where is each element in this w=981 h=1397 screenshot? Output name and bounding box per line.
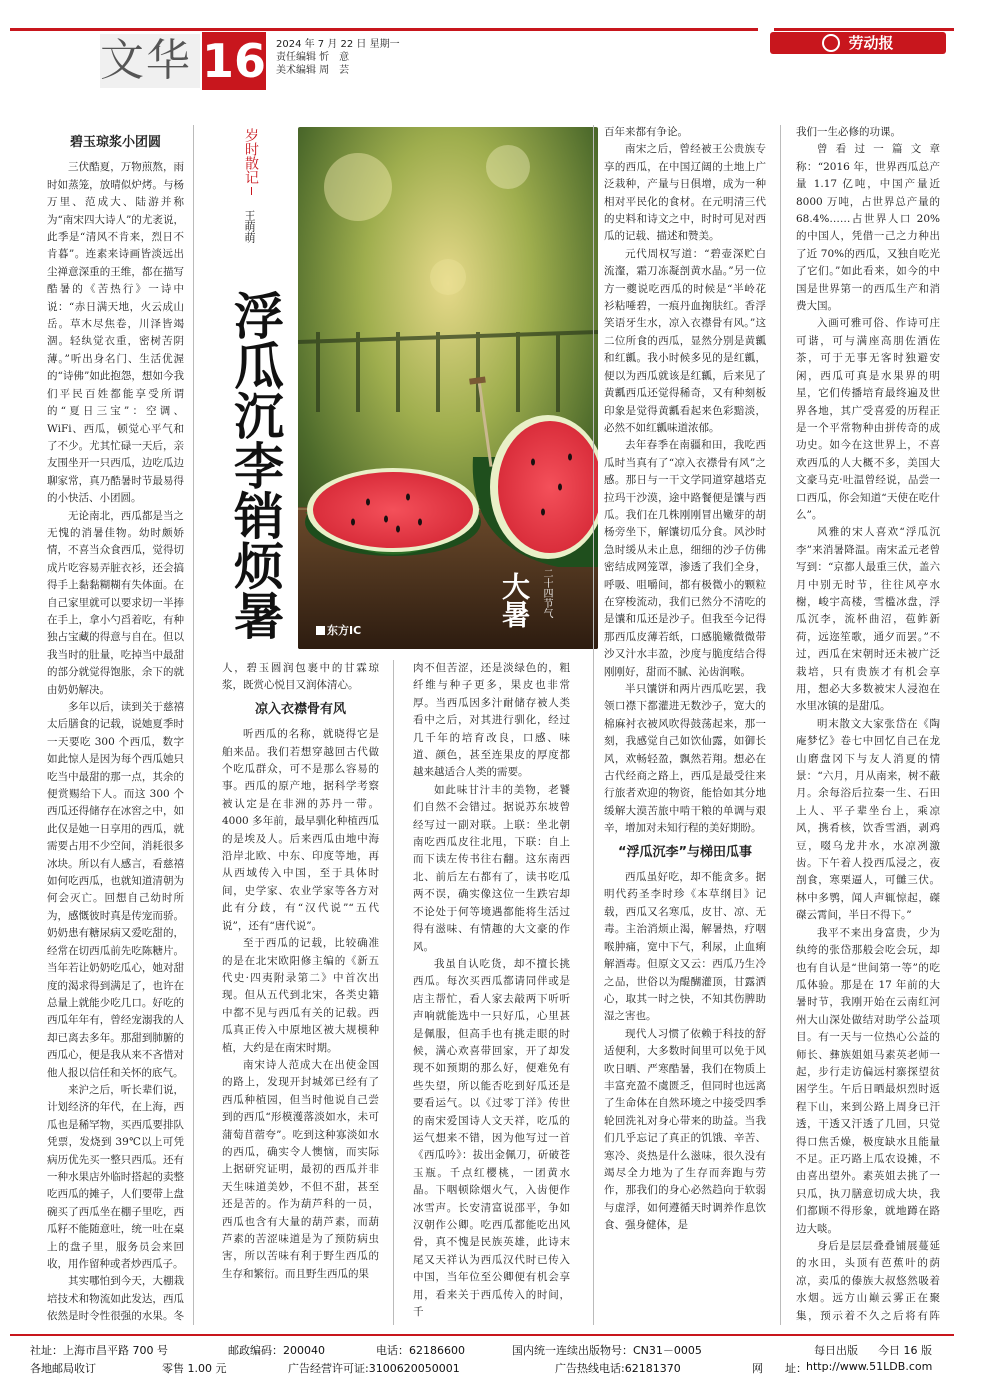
paragraph: 百年来都有争论。 xyxy=(604,126,688,138)
column-1 xyxy=(47,128,184,1324)
subheading-2: 凉入衣襟骨有风 xyxy=(254,701,346,717)
footer-pages: 今日 16 版 xyxy=(878,1344,932,1357)
paragraph: 现代人习惯了依赖于科技的舒适便利，大多数时间里可以免于风吹日晒、严寒酷暑，我们在物质上丰富充盈不虞匮乏，但同时也远离了生命体在自然环境之中接受四季轮回洗礼对身心带来的助益。当我们几乎忘记了真正的饥饿、辛苦、寒冷、炎热是什么滋味，很久没有竭尽全力地为了生存而奔跑与劳作，那我们的身心必然趋向于软弱与虚浮，如何遵循天时调养作息饮食、强身健体，是 xyxy=(604,1027,766,1232)
header-rule-right xyxy=(774,28,954,31)
paragraph: 曾看过一篇文章称：“2016 年，世界西瓜总产量 1.17 亿吨，中国产量近 8000 万吨，占世界总产量的 68.4%……占世界人口 20%的中国人，凭借一己之力种出了近 70%的西瓜，又独自吃光了它们。”如此看来，如今的中国是世界第一的西瓜生产和消费大国。 xyxy=(796,143,940,313)
issue-date: 2024 年 7 月 22 日 星期一 xyxy=(276,39,400,50)
footer-license: 广告经营许可证:3100620050001 xyxy=(288,1362,460,1375)
paragraph: 元代周权写道：“碧壶深贮白流瀣，霜刀冻凝剖黄水晶。”另一位方一夔说吃西瓜的时候是“半岭花衫粘唾碧，一痕丹血掬肤红。香浮笑语牙生水，凉入衣襟骨有风。”这二位所食的西瓜，显然分别是黄瓤和红瓤。我小时候多见的是红瓤，便以为西瓜就该是红瓤，后来见了黄瓤西瓜还觉得稀奇，又有种刻板印象是觉得黄瓤看起来色彩黯淡，必然不如红瓤味道浓郁。 xyxy=(604,247,766,434)
paragraph: 风雅的宋人喜欢“浮瓜沉李”来消暑降温。南宋孟元老曾写到：“京都人最重三伏，盖六月中别无时节，往往风亭水榭，峻宇高楼，雪槛冰盘，浮瓜沉李，流杯曲沼，苞鲊新荷，远迩笙歌，通夕而罢。”不过，西瓜在宋朝时还未被广泛栽培，只有贵族才有机会享用，想必大多数被宋人浸泡在水里冰镇的是甜瓜。 xyxy=(796,526,940,713)
column-divider xyxy=(193,125,194,1325)
watermelon-illustration xyxy=(298,127,598,649)
paragraph: 多年以后，读到关于慈禧太后膳食的记载，说她夏季时一天要吃 300 个西瓜，数字如此惊人是因为每个西瓜她只吃当中最甜的那一点，其余的便赏赐给下人。而这 300 个西瓜还得储存在冰窖之中，如此仅是她一日享用的西瓜，就需要占用不少空间，消耗很多冰块。所以有人感言，看慈禧如何吃西瓜，也就知道清朝为何会灭亡。回想自己幼时所为，感慨彼时真是传宠而骄。奶奶患有糖尿病又爱吃甜的，经常在切西瓜前先吃陈糖片。当年若让奶奶吃瓜心，她对甜度的渴求得到满足了，也许在总量上就能少吃几口。好吃的西瓜年年有，曾经宠溺我的人却已离去多年。那甜到肺腑的西瓜心，便是我从来不吝惜对他人报以信任和关怀的底气。 xyxy=(47,701,184,1079)
paragraph: 至于西瓜的记载，比较确准的是在北宋欧阳修主编的《新五代史·四夷附录第二》中首次出现。但从五代到北宋，各类史籍中都不见与西瓜有关的记载。西瓜真正传入中原地区被大规模种植，大约是在南宋时期。 xyxy=(222,937,379,1054)
paragraph: 人，碧玉圆润包裹中的甘霖琼浆，既赏心悦目又润体清心。 xyxy=(222,662,379,692)
footer-phone: 电话：62186600 xyxy=(376,1344,465,1357)
footer-subscribe: 各地邮局收订 xyxy=(30,1362,96,1375)
art-editor: 美术编辑 周 芸 xyxy=(276,65,350,76)
paragraph: 明末散文大家张岱在《陶庵梦忆》卷七中回忆自己在龙山磨盘冈下与友人消夏的情景：“六月，月从南来，树不蔽月。余每浴后拉秦一生、石田上人、平子辈坐台上，乘凉风，携肴核，饮香雪酒，剥鸡豆，啜乌龙井水，水凉冽激齿。下午着人投西瓜浸之，夜剖食，寒栗逼人，可雠三伏。林中多鹗，闻人声辄惊起，磔磔云霄间，半日不得下。” xyxy=(796,717,940,922)
paragraph: 无论南北，西瓜都是当之无愧的消暑佳物。幼时颇娇情，不喜当众食西瓜，觉得切成片吃容易弄脏衣衫，还会搞得手上黏黏糊糊有失体面。在自己家里就可以要求切一半捧在手上，拿小勺舀着吃，有种独占宝藏的得意与自在。但以我当时的肚量，吃掉当中最甜的部分就觉得饱胀，余下的就由奶奶解决。 xyxy=(47,509,184,696)
footer-website-label: 网 址： xyxy=(752,1362,807,1375)
column-kicker xyxy=(240,128,262,198)
paragraph: 来沪之后，听长辈们说，计划经济的年代，在上海，西瓜也是稀罕物，买西瓜要排队凭票，发烧到 39℃以上可凭病历优先买一整只西瓜。还有一种水果店外临时搭起的卖整吃西瓜的摊子，人们要带上盘碗买了西瓜坐在棚子里吃，西瓜籽不能随意吐，统一吐在桌上的盘子里，服务员会来回收，用作留种或者炒西瓜子。 xyxy=(47,1083,184,1270)
footer-address: 社址：上海市昌平路 700 号 xyxy=(30,1344,168,1357)
watermelon-photo xyxy=(298,127,598,649)
author-name: 王萌萌 xyxy=(243,210,256,243)
paragraph: 南宋之后，曾经被王公贵族专享的西瓜，在中国辽阔的土地上广泛栽种，产量与日俱增，成为一种相对平民化的食材。在元明清三代的史料和诗文之中，时时可见对西瓜的记载、描述和赞美。 xyxy=(604,143,766,243)
photo-credit xyxy=(316,622,361,638)
column-divider xyxy=(393,660,394,1325)
paragraph: 身后是层层叠叠铺展蔓延的水田，头顶有芭蕉叶的荫凉，卖瓜的傣族大叔悠然吸着水烟。远方山巅云雾正在聚集，预示着不久之后将有阵 xyxy=(796,1240,940,1322)
footer-rule xyxy=(10,1334,954,1336)
paragraph: 三伏酷夏，万物煎熬，雨时如蒸笼，放晴似炉烤。与杨万里、范成大、陆游并称为“南宋四大诗人”的尤袤说，此季是“清风不肯来，烈日不肯暮”。连素来诗画皆淡远出尘禅意深重的王维，都在描写酷暑的《苦热行》一诗中说：“赤日满天地，火云成山岳。草木尽焦卷，川泽皆竭涸。轻纨觉衣重，密树苦阴薄。”听出身名门、生活优渥的“诗佛”如此抱怨，想如今我们平民百姓都能享受所谓的“夏日三宝”：空调、WiFi、西瓜，顿觉心平气和了不少。尤其忙碌一天后，亲友围坐开一只西瓜，边吃瓜边聊家常，真乃酷暑时节最易得的小快活、小团圆。 xyxy=(47,161,184,505)
footer-price: 零售 1.00 元 xyxy=(162,1362,227,1375)
kicker-divider xyxy=(251,187,252,195)
paragraph: 如此味甘汁丰的美物，老饕们自然不会错过。据说苏东坡曾经写过一副对联。上联：坐北朝南吃西瓜皮往北甩，下联：自上而下读左传书往右翻。这东南西北、前后左右都有了，读书吃瓜两不误，确实像这位一生跌宕却不论处于何等境遇都能将生活过得有滋味、有情趣的大文豪的作风。 xyxy=(413,783,570,953)
responsible-editor: 责任编辑 忻 意 xyxy=(276,52,350,63)
footer-website[interactable]: http://www.51LDB.com xyxy=(806,1360,933,1373)
paragraph: 其实哪怕到今天，大棚栽培技术和物流如此发达，西瓜依然是时令性很强的水果。冬 xyxy=(47,1275,184,1323)
logo-text: 劳动报 xyxy=(848,34,894,52)
paragraph: 去年春季在南疆和田，我吃西瓜时当真有了“凉入衣襟骨有风”之感。那日与一干文学同道穿越塔克拉玛干沙漠，途中路餐便是馕与西瓜。我们在几株刚刚冒出嫩芽的胡杨旁坐下，解馕切瓜分食。风沙时急时缓从未止息，细细的沙子仿佛密结成网笼罩，渗透了我们全身，呼吸、咀嚼间，都有极微小的颗粒在穿梭流动，我们已然分不清吃的是馕和瓜还是沙子。但我至今记得那西瓜皮薄若纸，口感脆嫩微微带沙又汁水丰盈，沙度与脆度结合得刚刚好，甜而不腻、沁齿润喉。 xyxy=(604,439,766,678)
column-5 xyxy=(796,124,940,1324)
photo-caption-dashu: 大暑 xyxy=(498,572,531,628)
paragraph: 入画可雅可俗、作诗可庄可谐，可与满座高朋佐酒佐茶，可于无事无客时独避安闲，西瓜可真是水果界的明星，它们传播培育最终遍及世界各地，其广受喜爱的历程正是一个平常物种由拼传奇的成功史。如今在这世界上，不喜欢西瓜的人大概不多，美国大文豪马克·吐温曾经说，品尝一口西瓜，你会知道“天使在吃什么”。 xyxy=(796,317,940,521)
footer-issn: 国内统一连续出版物号：CN31－0005 xyxy=(512,1344,702,1357)
newspaper-logo xyxy=(770,32,946,54)
credit-square-icon xyxy=(316,626,325,635)
masthead-meta xyxy=(276,38,400,77)
subheading-3: “浮瓜沉李”与梯田瓜事 xyxy=(617,844,753,860)
paragraph: 南宋诗人范成大在出使金国的路上，发现开封城郊已经有了西瓜种植园，但当时他说自己尝到的西瓜“形模濩落淡如水，未可蒲萄苜蓿夸”。吃到这种寡淡如水的西瓜，确实令人懊恼，而实际上据研究证明，最初的西瓜并非天生味道美妙，不但不甜，甚至还是苦的。作为葫芦科的一员，西瓜也含有大量的葫芦素，而葫芦素的苦涩味道是为了预防病虫害，所以苦味有利于野生西瓜的生存和繁衍。而且野生西瓜的果 xyxy=(222,1058,379,1280)
headline: 浮瓜沉李销烦暑 xyxy=(226,290,285,640)
logo-icon xyxy=(822,34,840,52)
column-divider xyxy=(593,125,594,1325)
credit-text: 东方IC xyxy=(327,624,362,637)
paragraph: 半只馕饼和两片西瓜吃罢，我领口襟下都灌进无数沙子，宽大的棉麻衬衣被风吹得鼓荡起来，那一刻，我感觉自己如饮仙露，如御长风，欢畅轻盈，飘然若翔。想必在古代经商之路上，西瓜是最受往来行旅者欢迎的物资，能恰如其分地缓解大漠苦旅中啃干粮的单调与艰辛，增加对未知行程的美好期盼。 xyxy=(604,683,766,835)
paragraph: 我平不来出身富贵，少为纨绔的张岱那般会吃会玩，却也有自认是“世间第一等”的吃瓜体验。那是在 17 年前的大暑时节，我刚开始在云南红河州大山深处做结对助学公益项目。有一天与一位热心公益的师长、彝族姐姐马素英老师一起，步行走访偏远村寨探望贫困学生。午后日晒最炽烈时返程下山，来到公路上周身已汗透，干透又汗透了几回，只觉得口焦舌燥，极度缺水且能量不足。正巧路上瓜农设摊，不由喜出望外。素英姐去挑了一只瓜，执刀膳意切成大块，我们都顾不得形象，就地蹲在路边大啖。 xyxy=(796,926,940,1235)
paragraph: 西瓜虽好吃，却不能贪多。据明代药圣李时珍《本草纲目》记载，西瓜又名寒瓜，皮甘、凉、无毒。主治消烦止渴，解暑热，疗咽喉肿痛，宽中下气，利尿，止血痢解酒毒。但原文又云：西瓜乃生冷之品，世俗以为醍醐灌顶，甘露洒心，取其一时之快，不知其伤脾助湿之害也。 xyxy=(604,871,766,1023)
section-title: 文华 xyxy=(100,34,200,88)
column-divider xyxy=(780,125,781,1325)
header-rule xyxy=(10,28,758,31)
paragraph: 肉不但苦涩，还是淡绿色的，粗纤维与种子更多，果皮也非常厚。当西瓜因多汁耐储存被人类看中之后，对其进行驯化，经过几千年的培育改良，口感、味道、颜色，甚至连果皮的厚度都越来越适合人类的需要。 xyxy=(413,662,570,779)
column-3 xyxy=(413,660,570,1325)
footer-daily: 每日出版 xyxy=(814,1344,858,1357)
paragraph: 我们一生必修的功课。 xyxy=(796,126,901,138)
paragraph: 听西瓜的名称，就晓得它是舶来品。我们若想穿越回古代做个吃瓜群众，可不是那么容易的事。西瓜的原产地，据科学考察被认定是在非洲的苏丹一带。4000 多年前，最早驯化种植西瓜的是埃及人。后来西瓜由地中海沿岸北欧、中东、印度等地，再从西域传入中国，至于具体时间，史学家、农业学家等各方对此有分歧，有“汉代说”“五代说”，还有“唐代说”。 xyxy=(222,728,379,932)
column-2 xyxy=(222,660,379,1325)
paragraph: 我虽自认吃货，却不擅长挑西瓜。每次买西瓜都请同伴或是店主帮忙，看人家去敲两下听听声响就能选中一只好瓜，心里甚是佩服，但高手也有挑走眼的时候，满心欢喜带回家，开了却发现不如预期的那么好，便难免有些失望，所以能否吃到好瓜还是要看运气。以《过零丁洋》传世的南宋爱国诗人文天祥，吃瓜的运气想来不错，因为他写过一首《西瓜吟》：拔出金佩刀，斫破苍玉瓶。千点红樱桃，一团黄水晶。下咽顿除烟火气，入齿便作冰雪声。长安清富说邵平，争如汉朝作公卿。吃西瓜都能吃出风骨，真不愧是民族英雄，此诗末尾又天祥认为西瓜汉代时已传入中国，当年位至公卿便有机会享用，看来关于西瓜传入的时间，千 xyxy=(413,957,570,1319)
photo-caption-jieqi: 二十四节气 xyxy=(541,568,552,618)
page-number: 16 xyxy=(202,34,267,88)
kicker-text: 岁时散记 xyxy=(243,128,259,184)
column-4 xyxy=(604,124,766,1324)
subheading-1: 碧玉琼浆小团圆 xyxy=(69,135,161,150)
footer-postcode: 邮政编码：200040 xyxy=(228,1344,325,1357)
footer-ad-phone: 广告热线电话:62181370 xyxy=(555,1362,681,1375)
